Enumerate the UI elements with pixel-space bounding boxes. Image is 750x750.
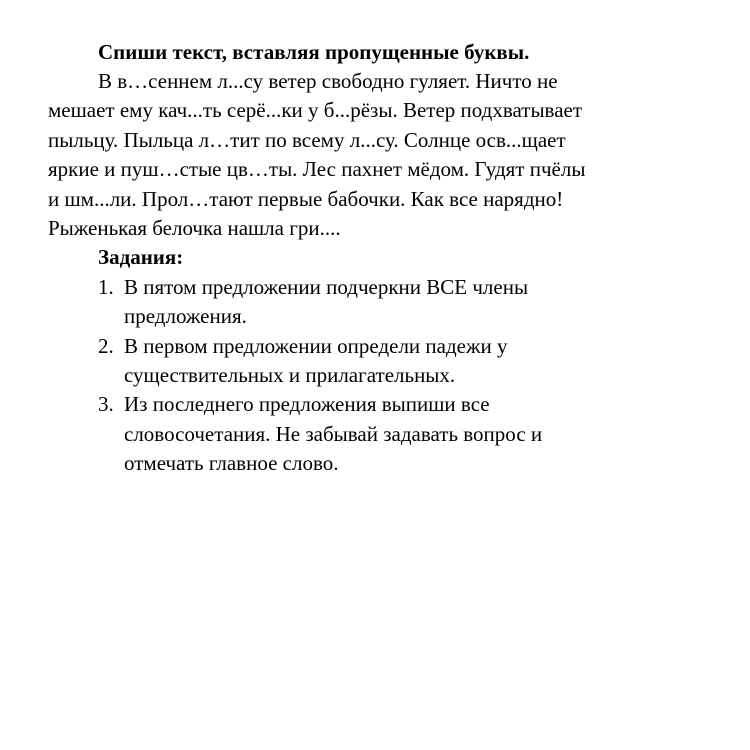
exercise-text <box>48 67 698 243</box>
task-line: В пятом предложении подчеркни ВСЕ члены <box>124 274 529 299</box>
task-number: 2. <box>98 333 114 358</box>
text-line: пыльцу. Пыльца л…тит по всему л...су. Солнце осв...щает <box>48 127 566 152</box>
task-text <box>124 273 528 332</box>
text-line: яркие и пуш…стые цв…ты. Лес пахнет мёдом. Гудят пчёлы <box>48 157 586 182</box>
task-line: существительных и прилагательных. <box>124 363 456 388</box>
task-item <box>48 273 698 332</box>
task-line: Из последнего предложения выпиши все <box>124 392 490 417</box>
task-line: словосочетания. Не забывай задавать вопрос и <box>124 421 543 446</box>
task-number: 3. <box>98 392 114 417</box>
task-item <box>48 390 698 478</box>
text-line: Рыженькая белочка нашла гри.... <box>48 216 341 241</box>
exercise-heading: Спиши текст, вставляя пропущенные буквы. <box>98 40 530 64</box>
document-page <box>48 38 698 479</box>
task-text <box>124 390 542 478</box>
task-item <box>48 332 698 391</box>
text-line: и шм...ли. Прол…тают первые бабочки. Как все нарядно! <box>48 186 564 211</box>
text-line: В в…сеннем л...су ветер свободно гуляет. Ничто не <box>98 69 558 93</box>
task-line: отмечать главное слово. <box>124 451 339 476</box>
task-line: предложения. <box>124 304 247 329</box>
task-line: В первом предложении определи падежи у <box>124 333 508 358</box>
tasks-title: Задания: <box>98 245 184 270</box>
task-number: 1. <box>98 274 114 299</box>
task-list <box>48 273 698 479</box>
task-text <box>124 332 508 391</box>
text-line: мешает ему кач...ть серё...ки у б...рёзы. Ветер подхватывает <box>48 98 583 123</box>
